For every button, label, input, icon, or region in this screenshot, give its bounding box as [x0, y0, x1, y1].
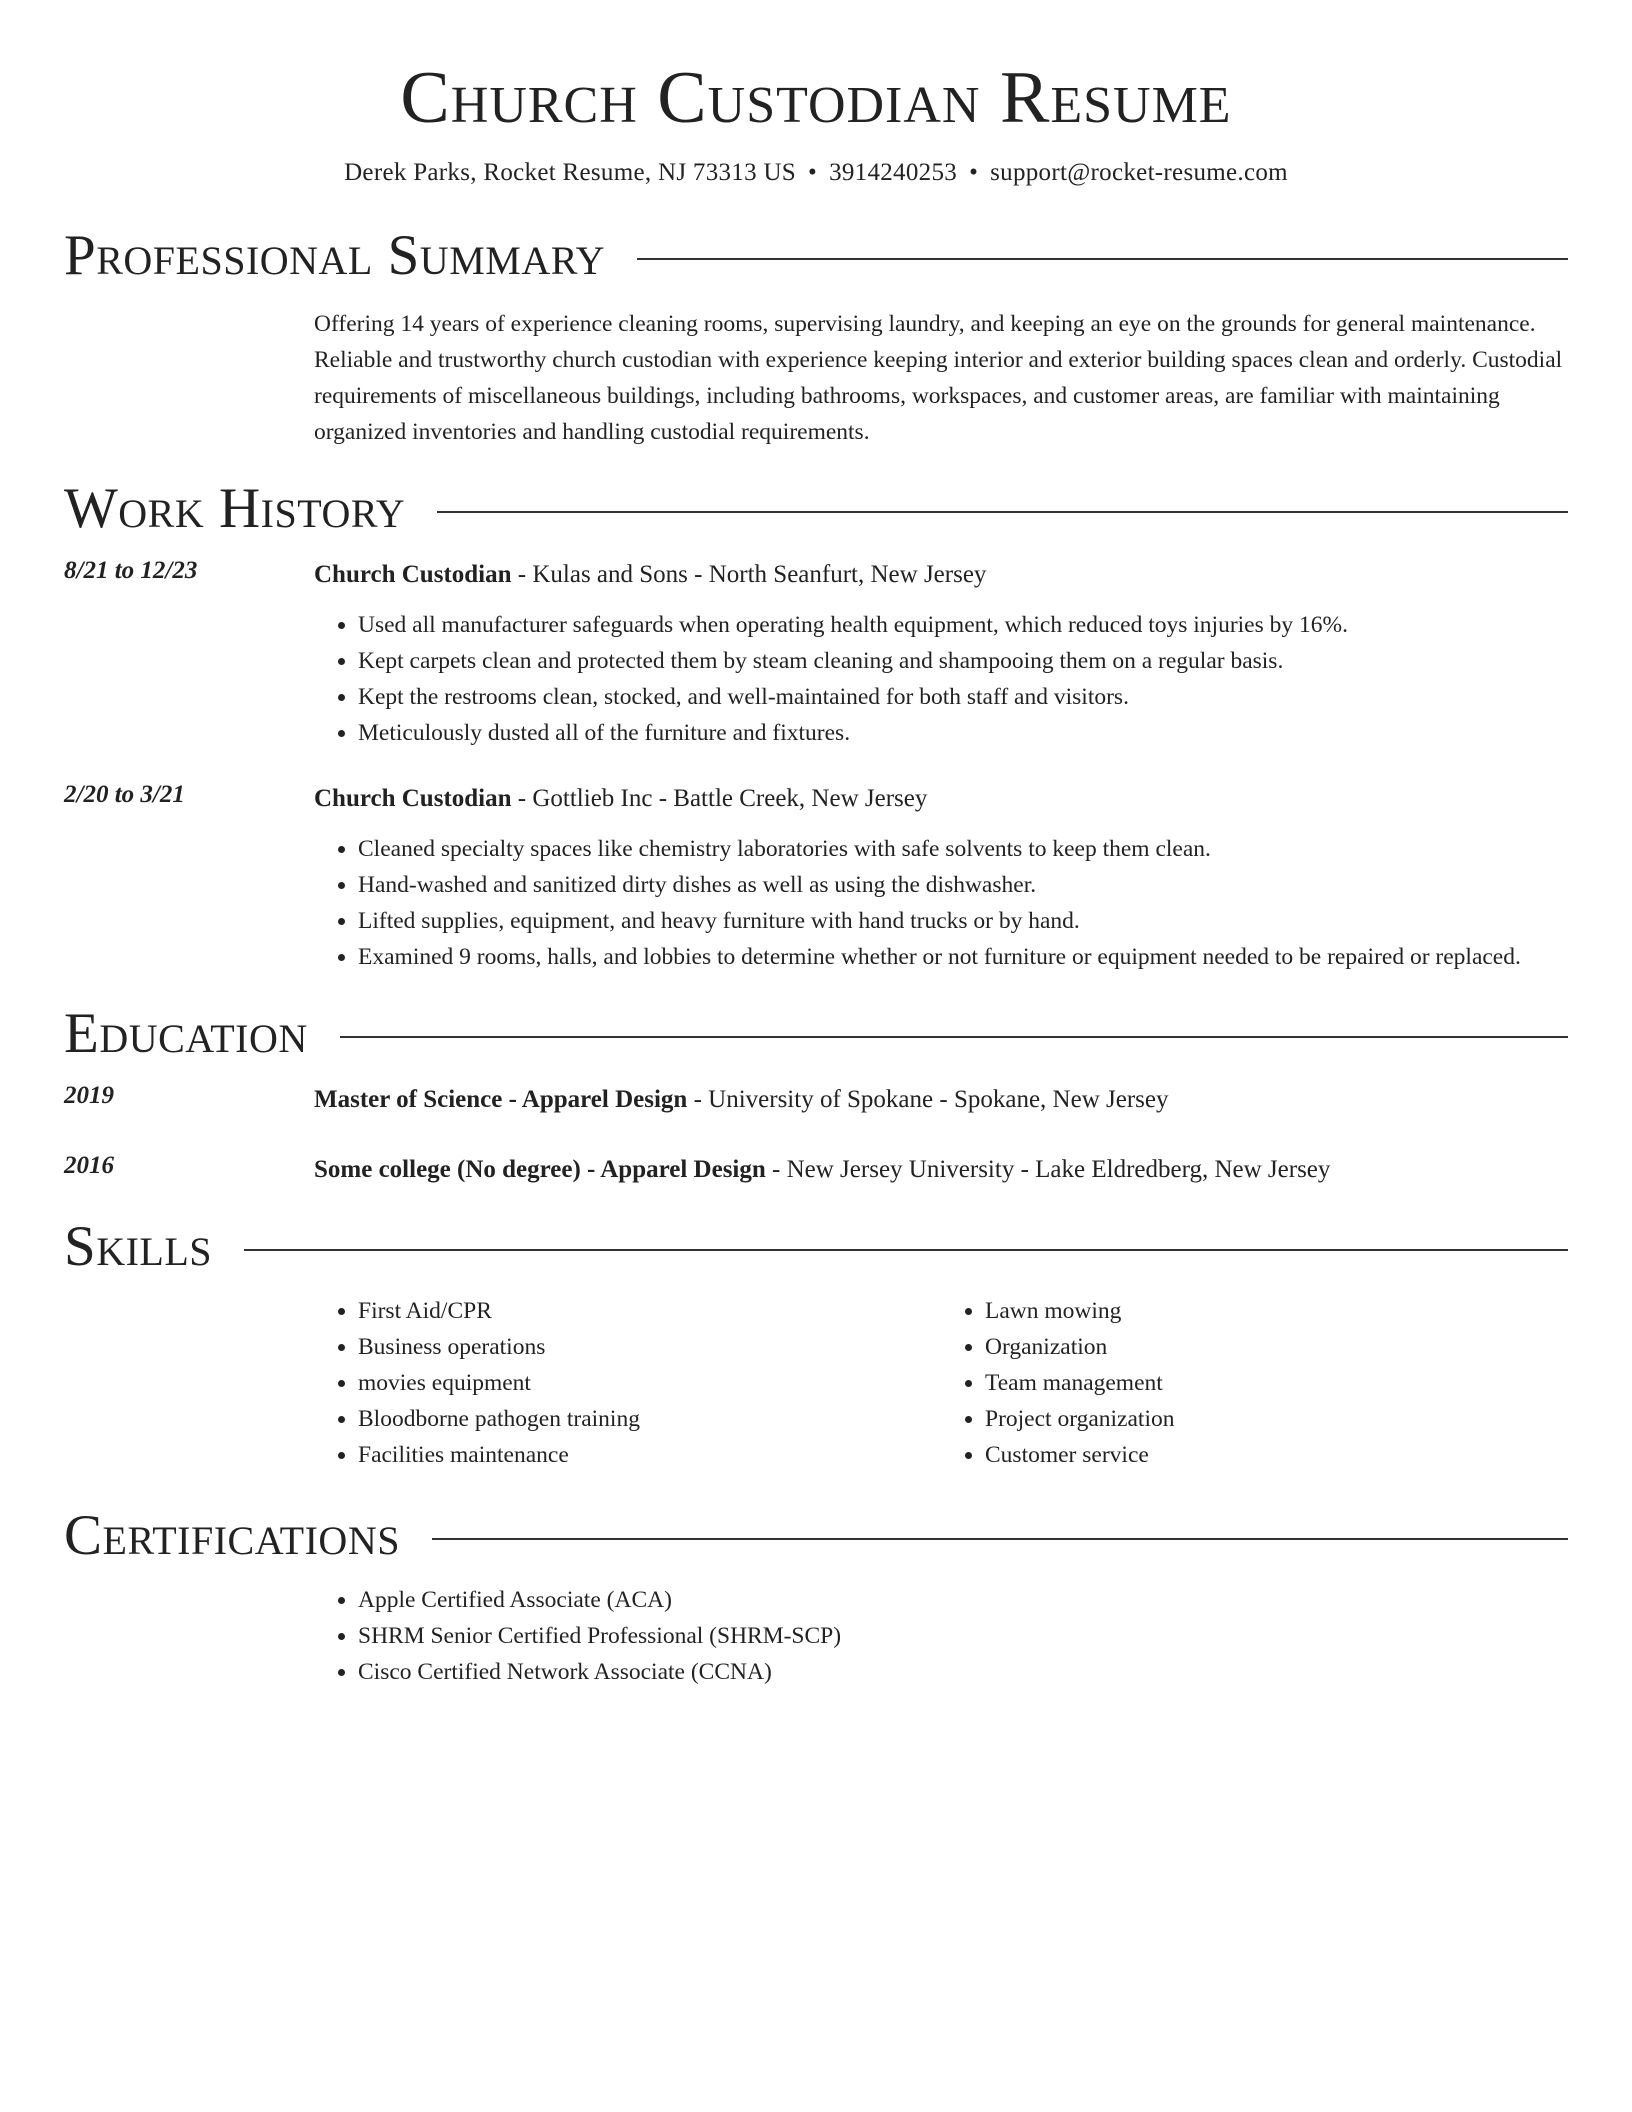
- list-item: • Used all manufacturer safeguards when operating health equipment, which reduced toys injuries by 16%.: [358, 607, 1568, 643]
- list-item: • Kept the restrooms clean, stocked, and well-maintained for both staff and visitors.: [358, 679, 1568, 715]
- education-details: - University of Spokane - Spokane, New Jersey: [687, 1086, 1169, 1114]
- list-item: • Hand-washed and sanitized dirty dishes as well as using the dishwasher.: [358, 867, 1568, 903]
- job-bullets: [314, 831, 1568, 975]
- education-entry: [64, 1082, 1568, 1118]
- resume-title: Church Custodian Resume: [400, 57, 1232, 139]
- job-heading: [314, 781, 1568, 817]
- education-degree: Master of Science - Apparel Design: [314, 1086, 688, 1114]
- job-entry: [64, 557, 1568, 751]
- skill-item: • Bloodborne pathogen training: [358, 1401, 941, 1437]
- section-divider: [340, 1036, 1568, 1038]
- education-year: 2019: [64, 1082, 114, 1110]
- section-title: Certifications: [64, 1504, 400, 1568]
- contact-address: Derek Parks, Rocket Resume, NJ 73313 US: [344, 159, 796, 187]
- skill-item: • Organization: [985, 1329, 1568, 1365]
- job-role: Church Custodian: [314, 785, 512, 813]
- job-dates: 8/21 to 12/23: [64, 557, 198, 585]
- list-item: • Meticulously dusted all of the furniture and fixtures.: [358, 715, 1568, 751]
- skills-section-header: [64, 1215, 1568, 1279]
- skill-item: • Facilities maintenance: [358, 1437, 941, 1473]
- section-divider: [637, 258, 1568, 260]
- job-bullets: [314, 607, 1568, 751]
- work-section-header: [64, 477, 1568, 541]
- skill-item: • First Aid/CPR: [358, 1293, 941, 1329]
- list-item: • Lifted supplies, equipment, and heavy furniture with hand trucks or by hand.: [358, 903, 1568, 939]
- summary-section-header: [64, 224, 1568, 288]
- summary-text: Offering 14 years of experience cleaning rooms, supervising laundry, and keeping an eye on the grounds for general maintenance. Reliable and trustworthy church custodian with experience keeping interior and exterior building spaces clean and orderly. Custodial requirements of miscellaneous buildings, including bathrooms, workspaces, and customer areas, are familiar with maintaining organized inventories and handling custodial requirements.: [314, 311, 1563, 446]
- certifications-section-header: [64, 1504, 1568, 1568]
- job-details: - Kulas and Sons - North Seanfurt, New Jersey: [511, 561, 987, 589]
- section-divider: [437, 511, 1568, 513]
- job-heading: [314, 557, 1568, 593]
- section-title: Work History: [64, 477, 406, 541]
- education-section-header: [64, 1002, 1568, 1066]
- separator-dot: •: [808, 159, 818, 187]
- skill-item: • Team management: [985, 1365, 1568, 1401]
- skill-item: • Lawn mowing: [985, 1293, 1568, 1329]
- job-entry: [64, 781, 1568, 975]
- list-item: • Kept carpets clean and protected them by steam cleaning and shampooing them on a regular basis.: [358, 643, 1568, 679]
- skills-column-left: [314, 1293, 941, 1473]
- job-dates: 2/20 to 3/21: [64, 781, 185, 809]
- skill-item: • Business operations: [358, 1329, 941, 1365]
- skills-column-right: [941, 1293, 1568, 1473]
- section-title: Professional Summary: [64, 224, 606, 288]
- skill-item: • Customer service: [985, 1437, 1568, 1473]
- section-divider: [432, 1538, 1568, 1540]
- skill-item: • Project organization: [985, 1401, 1568, 1437]
- certification-item: • Apple Certified Associate (ACA): [358, 1582, 1568, 1618]
- education-year: 2016: [64, 1152, 114, 1180]
- certification-item: • Cisco Certified Network Associate (CCNA): [358, 1654, 1568, 1690]
- skill-item: • movies equipment: [358, 1365, 941, 1401]
- certification-item: • SHRM Senior Certified Professional (SHRM-SCP): [358, 1618, 1568, 1654]
- section-title: Education: [64, 1002, 308, 1066]
- section-divider: [244, 1249, 1568, 1251]
- separator-dot: •: [969, 159, 979, 187]
- contact-email[interactable]: support@rocket-resume.com: [990, 159, 1288, 187]
- education-details: - New Jersey University - Lake Eldredberg, New Jersey: [765, 1156, 1331, 1184]
- education-entry: [64, 1152, 1568, 1188]
- contact-line: [64, 159, 1568, 187]
- section-title: Skills: [64, 1215, 213, 1279]
- contact-phone: 3914240253: [829, 159, 958, 187]
- list-item: • Cleaned specialty spaces like chemistry laboratories with safe solvents to keep them clean.: [358, 831, 1568, 867]
- job-details: - Gottlieb Inc - Battle Creek, New Jersey: [511, 785, 928, 813]
- certifications-list: [64, 1582, 1568, 1690]
- list-item: • Examined 9 rooms, halls, and lobbies to determine whether or not furniture or equipment needed to be repaired or replaced.: [358, 939, 1568, 975]
- job-role: Church Custodian: [314, 561, 512, 589]
- skills-list: [64, 1293, 1568, 1473]
- education-degree: Some college (No degree) - Apparel Design: [314, 1156, 766, 1184]
